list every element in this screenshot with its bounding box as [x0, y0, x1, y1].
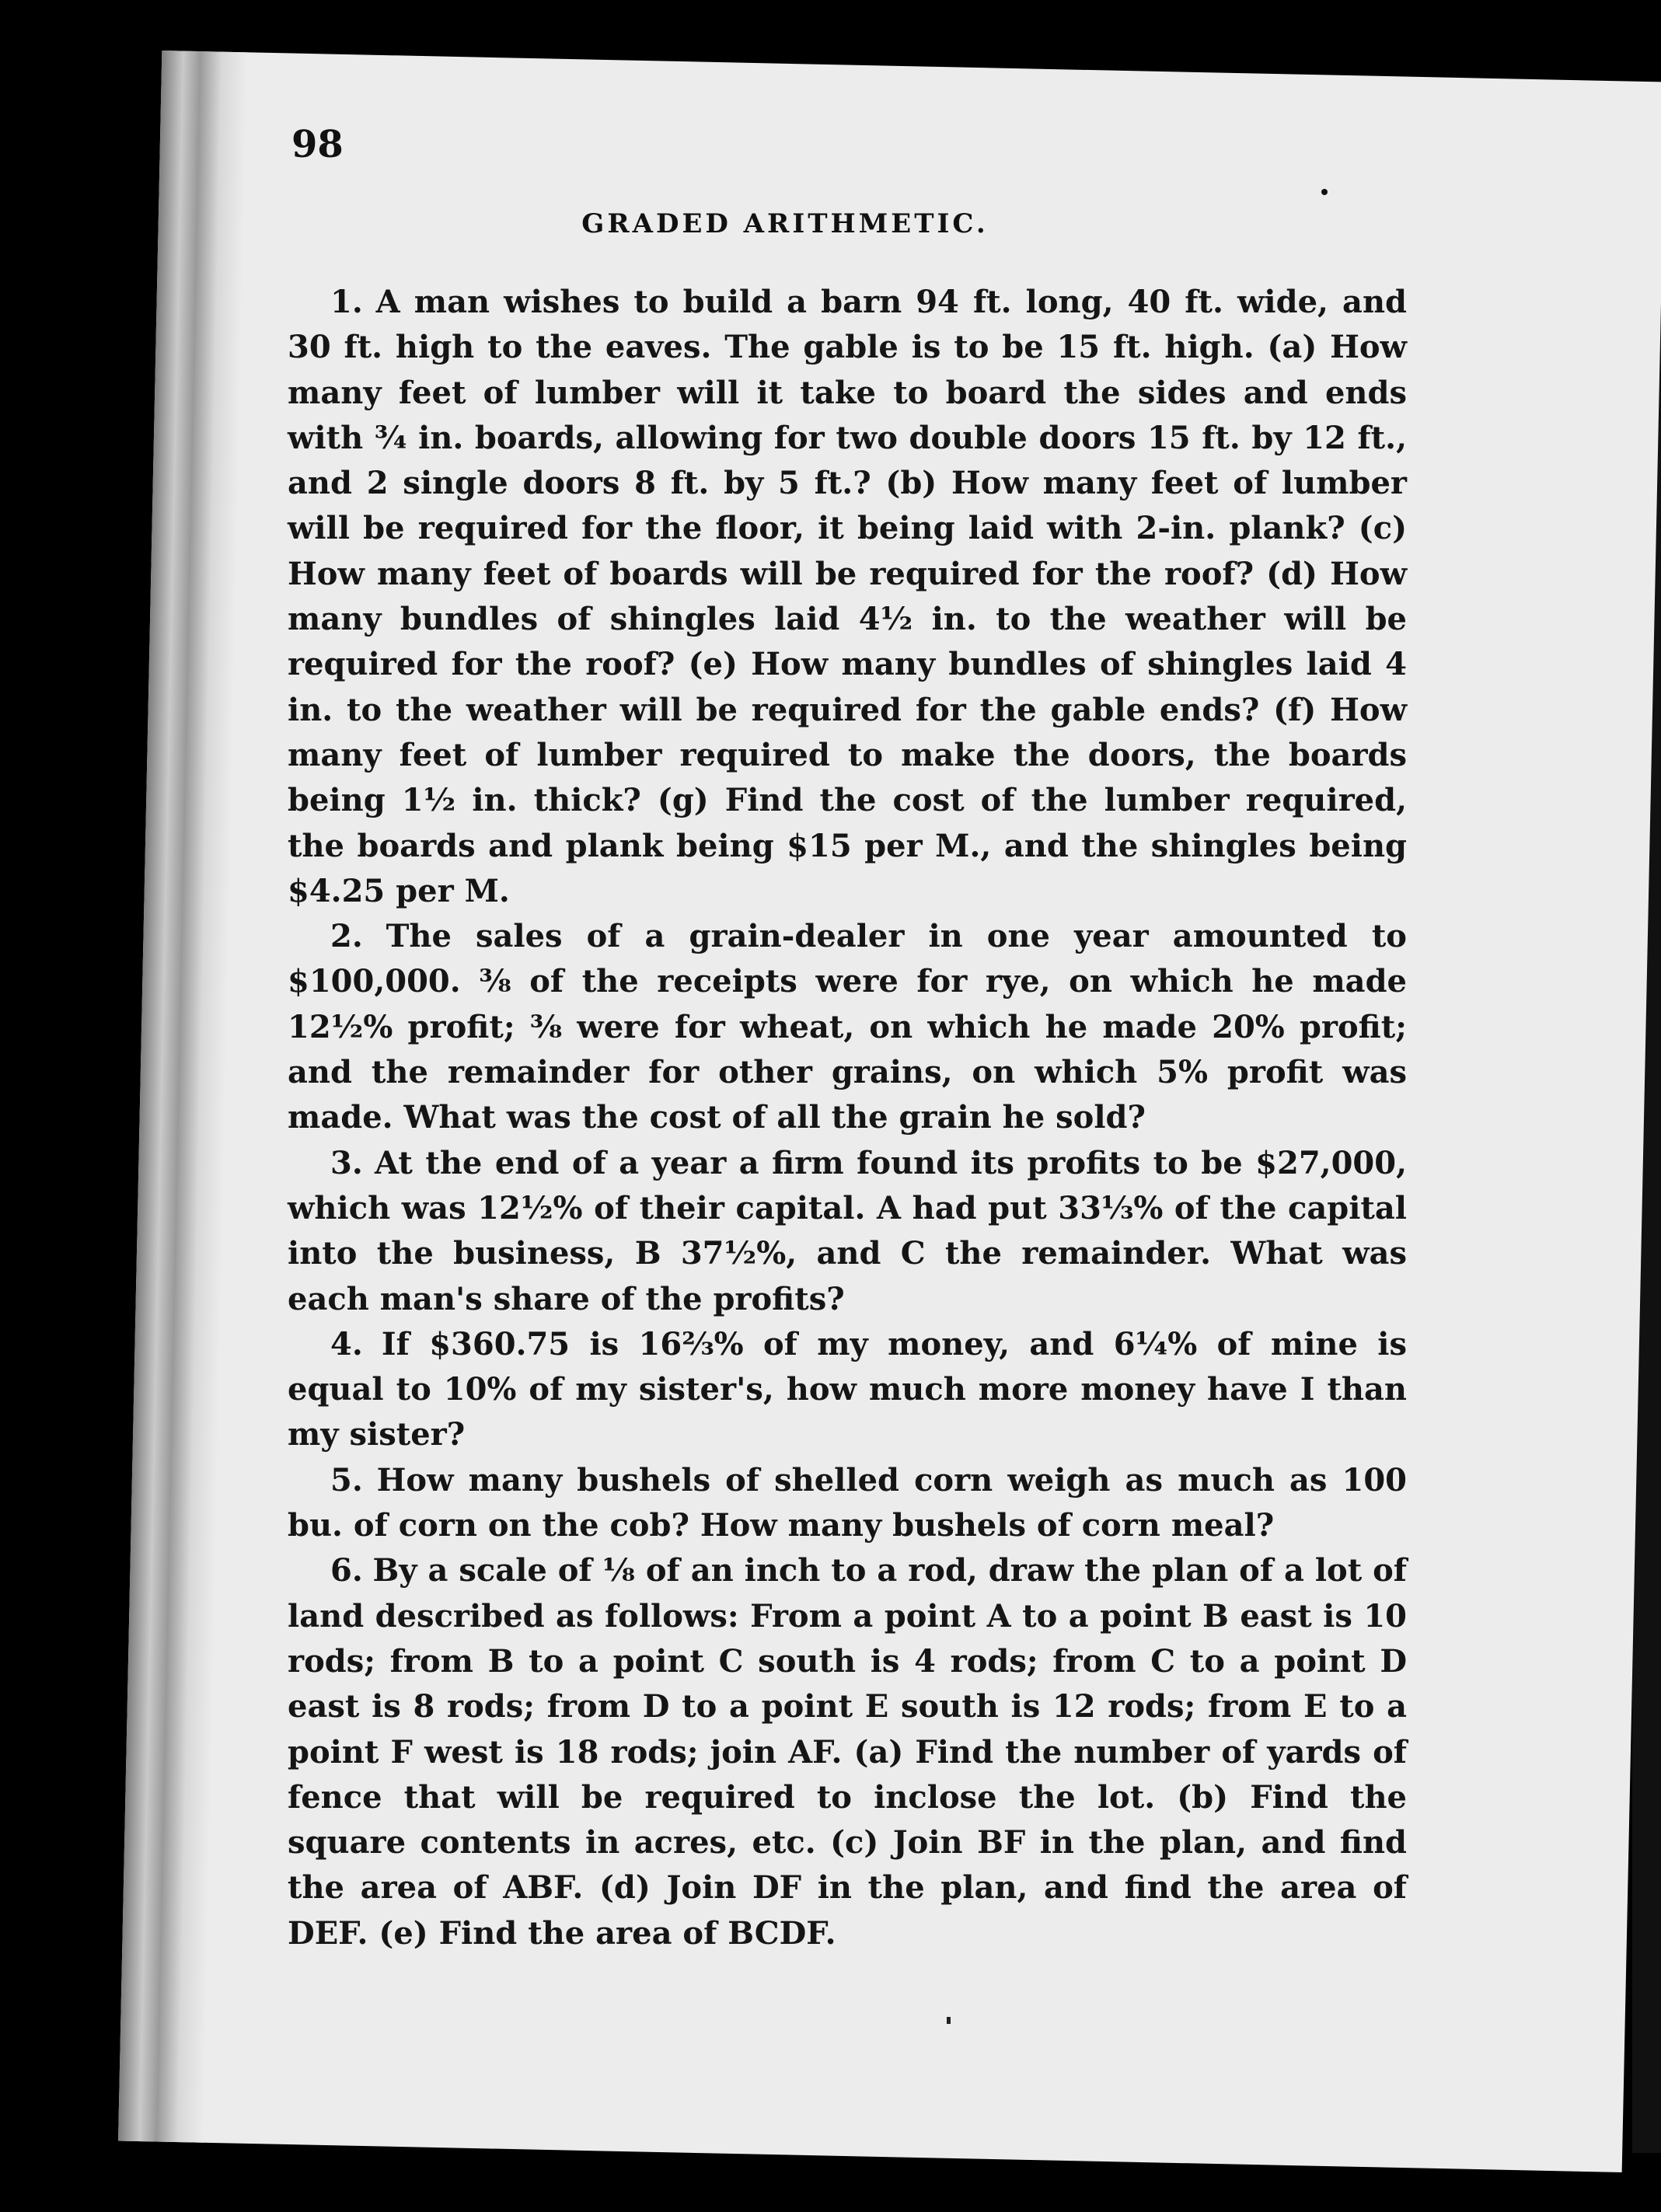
page-gutter: [118, 51, 247, 2143]
problem-5: [288, 1458, 1407, 1549]
problem-number: 1.: [330, 284, 363, 320]
problem-text: The sales of a grain-dealer in one year amounted to $100,000. ⅜ of the receipts were for rye, on which he made 12½% profit; ⅜ were for wheat, on which he made 20% profit; and the remainder for other grains, on which 5% profit was made. What was the cost of all the grain he sold?: [288, 918, 1407, 1136]
problem-list: [288, 280, 1407, 1956]
problem-text: At the end of a year a firm found its profits to be $27,000, which was 12½% of their capital. A had put 33⅓% of the capital into the business, B 37½%, and C the remainder. What was each man's share of the profits?: [288, 1144, 1407, 1317]
problem-text: How many bushels of shelled corn weigh as much as 100 bu. of corn on the cob? How many bushels of corn meal?: [288, 1461, 1408, 1544]
problem-text: By a scale of ⅛ of an inch to a rod, draw the plan of a lot of land described as follows: From a point A to a point B east is 10 rods; from B to a point C south is 4 rods; from C to a point D east is 8 rods; from D to a point E south is 12 rods; from E to a point F west is 18 rods; join AF. (a) Find the number of yards of fence that will be required to inclose the lot. (b) Find the square contents in acres, etc. (c) Join BF in the plan, and find the area of ABF. (d) Join DF in the plan, and find the area of DEF. (e) Find the area of BCDF.: [288, 1552, 1408, 1952]
problem-4: [288, 1322, 1407, 1458]
problem-number: 4.: [330, 1325, 363, 1362]
ink-speck: [1321, 189, 1328, 195]
problem-6: [288, 1548, 1407, 1956]
problem-number: 2.: [330, 918, 363, 955]
problem-1: [288, 280, 1407, 914]
problem-2: [288, 914, 1407, 1140]
problem-number: 5.: [330, 1461, 363, 1499]
problem-number: 6.: [330, 1552, 363, 1589]
ink-speck-bottom: [947, 2017, 951, 2024]
problem-number: 3.: [330, 1144, 363, 1181]
problem-3: [288, 1141, 1407, 1322]
problem-text: If $360.75 is 16⅔% of my money, and 6¼% of mine is equal to 10% of my sister's, how much more money have I than my sister?: [288, 1325, 1407, 1453]
page-number: 98: [291, 123, 344, 166]
running-title: GRADED ARITHMETIC.: [581, 208, 989, 239]
problem-text: A man wishes to build a barn 94 ft. long, 40 ft. wide, and 30 ft. high to the eaves. The gable is to be 15 ft. high. (a) How many feet of lumber will it take to board the sides and ends with ¾ in. boards, allowing for two double doors 15 ft. by 12 ft., and 2 single doors 8 ft. by 5 ft.? (b) How many feet of lumber will be required for the floor, it being laid with 2-in. plank? (c) How many feet of boards will be required for the roof? (d) How many bundles of shingles laid 4½ in. to the weather will be required for the roof? (e) How many bundles of shingles laid 4 in. to the weather will be required for the gable ends? (f) How many feet of lumber required to make the doors, the boards being 1½ in. thick? (g) Find the cost of the lumber required, the boards and plank being $15 per M., and the shingles being $4.25 per M.: [288, 284, 1408, 909]
